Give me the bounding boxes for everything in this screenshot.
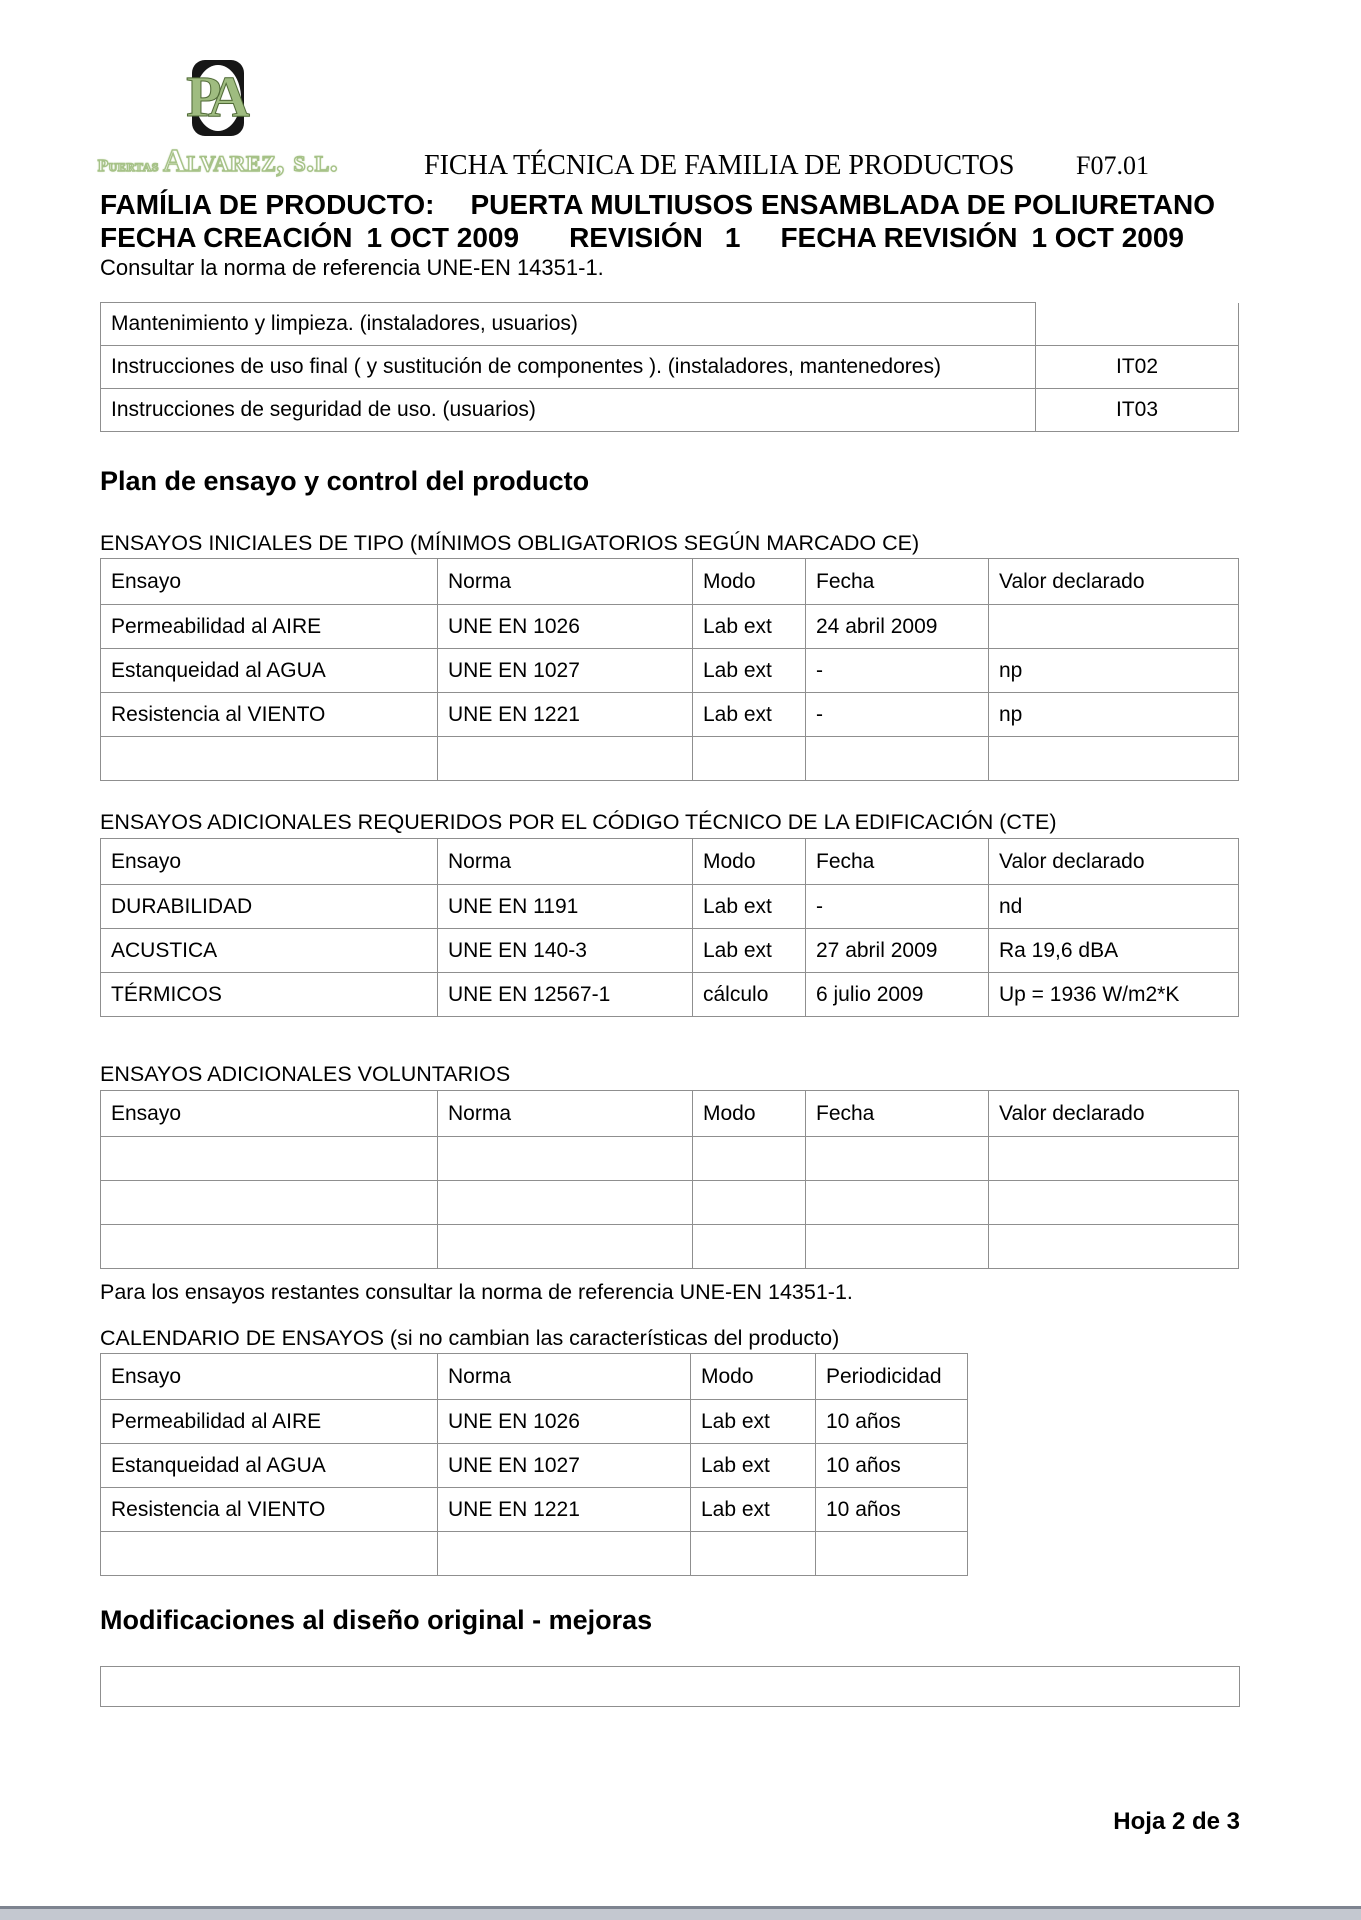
table-cell: [989, 1225, 1239, 1269]
table-cell: Lab ext: [693, 929, 806, 973]
table-cell: Lab ext: [691, 1444, 816, 1488]
schedule-table: [100, 1353, 968, 1576]
table-cell: [693, 1181, 806, 1225]
table-cell: Estanqueidad al AGUA: [101, 1444, 438, 1488]
logo-monogram: PA: [186, 64, 241, 129]
logo-brand-small: Puertas: [97, 156, 159, 175]
column-header: Fecha: [806, 559, 989, 605]
table-cell: TÉRMICOS: [101, 973, 438, 1017]
logo-brand-large: Alvarez, s.l.: [162, 142, 339, 178]
column-header: Modo: [691, 1354, 816, 1400]
column-header: Valor declarado: [989, 559, 1239, 605]
table-cell: [101, 1181, 438, 1225]
schedule-caption: CALENDARIO DE ENSAYOS (si no cambian las características del producto): [100, 1326, 840, 1350]
table-row: [101, 1532, 968, 1576]
table-cell: -: [806, 649, 989, 693]
table-cell: Estanqueidad al AGUA: [101, 649, 438, 693]
table-cell: 6 julio 2009: [806, 973, 989, 1017]
table-cell: Permeabilidad al AIRE: [101, 1400, 438, 1444]
table-cell: [438, 1137, 693, 1181]
column-header: Fecha: [806, 839, 989, 885]
plan-heading: Plan de ensayo y control del producto: [100, 466, 590, 496]
table-row: [101, 1444, 968, 1488]
table-cell: Lab ext: [693, 649, 806, 693]
table-cell: [989, 1137, 1239, 1181]
table-cell: -: [806, 885, 989, 929]
column-header: Valor declarado: [989, 839, 1239, 885]
voluntary-tests-caption: ENSAYOS ADICIONALES VOLUNTARIOS: [100, 1062, 511, 1086]
cte-tests-table: [100, 838, 1239, 1017]
column-header: Modo: [693, 559, 806, 605]
instructions-table: [100, 302, 1239, 432]
form-code: F07.01: [1076, 151, 1149, 180]
table-row: [101, 929, 1239, 973]
family-label: FAMÍLIA DE PRODUCTO:: [100, 189, 435, 220]
table-cell: IT02: [1036, 346, 1239, 389]
table-row: [101, 737, 1239, 781]
table-row: [101, 605, 1239, 649]
product-family-line: [100, 189, 1215, 221]
table-cell: nd: [989, 885, 1239, 929]
table-cell: Mantenimiento y limpieza. (instaladores, usuarios): [101, 303, 1036, 346]
creation-date: 1 OCT 2009: [366, 222, 520, 253]
table-cell: Lab ext: [693, 693, 806, 737]
table-cell: Instrucciones de seguridad de uso. (usuarios): [101, 389, 1036, 432]
table-cell: [989, 737, 1239, 781]
dates-revision-line: [100, 222, 1184, 254]
voluntary-tests-table: [100, 1090, 1239, 1269]
table-cell: Resistencia al VIENTO: [101, 693, 438, 737]
family-value: PUERTA MULTIUSOS ENSAMBLADA DE POLIURETANO: [470, 189, 1216, 220]
column-header: Norma: [438, 559, 693, 605]
table-cell: [438, 1181, 693, 1225]
table-cell: [101, 1532, 438, 1576]
table-cell: [101, 737, 438, 781]
table-cell: [806, 1181, 989, 1225]
column-header: Ensayo: [101, 1354, 438, 1400]
table-cell: Resistencia al VIENTO: [101, 1488, 438, 1532]
column-header: Ensayo: [101, 839, 438, 885]
column-header: Valor declarado: [989, 1091, 1239, 1137]
table-cell: ACUSTICA: [101, 929, 438, 973]
column-header: Norma: [438, 1091, 693, 1137]
column-header: Ensayo: [101, 559, 438, 605]
initial-tests-table: [100, 558, 1239, 781]
table-cell: [438, 1225, 693, 1269]
table-cell: [816, 1532, 968, 1576]
page-separator-bar: [0, 1906, 1361, 1920]
table-cell: Lab ext: [693, 605, 806, 649]
table-row: [101, 973, 1239, 1017]
table-cell: cálculo: [693, 973, 806, 1017]
reference-note: Consultar la norma de referencia UNE-EN 14351-1.: [100, 255, 604, 280]
table-cell: [989, 605, 1239, 649]
revision-date-label: FECHA REVISIÓN: [780, 222, 1018, 253]
table-cell: Permeabilidad al AIRE: [101, 605, 438, 649]
table-cell: [806, 1225, 989, 1269]
revision-value: 1: [724, 222, 741, 253]
table-cell: UNE EN 140-3: [438, 929, 693, 973]
table-cell: DURABILIDAD: [101, 885, 438, 929]
table-cell: [693, 1137, 806, 1181]
document-title: FICHA TÉCNICA DE FAMILIA DE PRODUCTOS: [424, 150, 1015, 181]
table-cell: [806, 1137, 989, 1181]
column-header: Ensayo: [101, 1091, 438, 1137]
table-cell: [806, 737, 989, 781]
table-cell: Lab ext: [691, 1488, 816, 1532]
table-cell: [691, 1532, 816, 1576]
table-cell: [693, 1225, 806, 1269]
table-cell: 10 años: [816, 1444, 968, 1488]
revision-label: REVISIÓN: [569, 222, 703, 253]
table-cell: [101, 1225, 438, 1269]
table-row: [101, 389, 1239, 432]
table-cell: [438, 737, 693, 781]
sheet-number: Hoja 2 de 3: [1113, 1808, 1240, 1835]
table-cell: 10 años: [816, 1400, 968, 1444]
table-row: [101, 346, 1239, 389]
table-cell: [101, 1137, 438, 1181]
table-row: [101, 1488, 968, 1532]
table-cell: UNE EN 1026: [438, 1400, 691, 1444]
initial-tests-caption: ENSAYOS INICIALES DE TIPO (MÍNIMOS OBLIGATORIOS SEGÚN MARCADO CE): [100, 531, 920, 555]
table-cell: UNE EN 1221: [438, 693, 693, 737]
table-row: [101, 1400, 968, 1444]
table-cell: np: [989, 649, 1239, 693]
table-cell: [693, 737, 806, 781]
table-cell: UNE EN 1191: [438, 885, 693, 929]
company-logo: [93, 60, 343, 179]
creation-label: FECHA CREACIÓN: [100, 222, 353, 253]
table-cell: Lab ext: [691, 1400, 816, 1444]
table-cell: Ra 19,6 dBA: [989, 929, 1239, 973]
table-cell: UNE EN 1027: [438, 1444, 691, 1488]
table-cell: Up = 1936 W/m2*K: [989, 973, 1239, 1017]
table-cell: UNE EN 1026: [438, 605, 693, 649]
table-row: [101, 303, 1239, 346]
table-cell: Lab ext: [693, 885, 806, 929]
cte-tests-caption: ENSAYOS ADICIONALES REQUERIDOS POR EL CÓDIGO TÉCNICO DE LA EDIFICACIÓN (CTE): [100, 810, 1057, 834]
table-cell: [989, 1181, 1239, 1225]
table-row: [101, 1225, 1239, 1269]
column-header: Norma: [438, 1354, 691, 1400]
table-cell: UNE EN 1221: [438, 1488, 691, 1532]
table-cell: -: [806, 693, 989, 737]
table-cell: [438, 1532, 691, 1576]
modifications-empty-box: [100, 1666, 1240, 1707]
table-cell: UNE EN 1027: [438, 649, 693, 693]
table-row: [101, 1137, 1239, 1181]
table-cell: 24 abril 2009: [806, 605, 989, 649]
table-cell: 27 abril 2009: [806, 929, 989, 973]
column-header: Periodicidad: [816, 1354, 968, 1400]
table-cell: np: [989, 693, 1239, 737]
logo-wordmark: [93, 142, 343, 179]
remaining-note: Para los ensayos restantes consultar la norma de referencia UNE-EN 14351-1.: [100, 1280, 853, 1304]
column-header: Modo: [693, 839, 806, 885]
column-header: Norma: [438, 839, 693, 885]
table-cell: [1036, 303, 1239, 346]
table-row: [101, 693, 1239, 737]
table-cell: 10 años: [816, 1488, 968, 1532]
table-row: [101, 885, 1239, 929]
table-row: [101, 1181, 1239, 1225]
column-header: Fecha: [806, 1091, 989, 1137]
modifications-heading: Modificaciones al diseño original - mejoras: [100, 1605, 653, 1635]
revision-date: 1 OCT 2009: [1031, 222, 1184, 253]
table-cell: UNE EN 12567-1: [438, 973, 693, 1017]
logo-emblem-icon: [186, 60, 244, 136]
table-row: [101, 649, 1239, 693]
column-header: Modo: [693, 1091, 806, 1137]
table-cell: IT03: [1036, 389, 1239, 432]
table-cell: Instrucciones de uso final ( y sustitución de componentes ). (instaladores, mantenedores): [101, 346, 1036, 389]
